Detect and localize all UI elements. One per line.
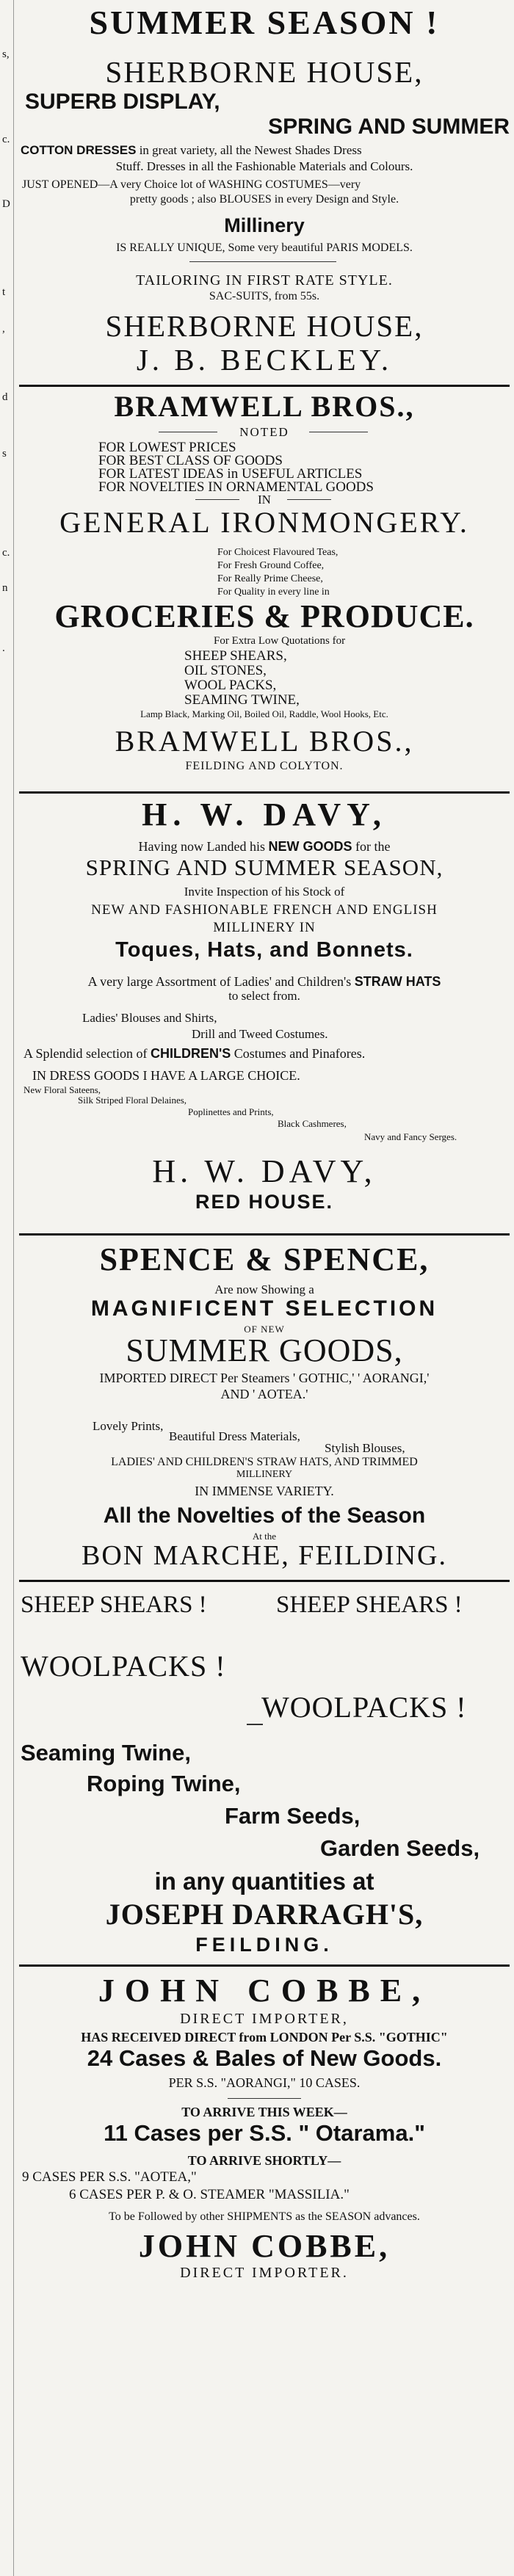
short-rule — [189, 261, 336, 262]
red-house: RED HOUSE. — [195, 1191, 334, 1213]
drill: Drill and Tweed Costumes. — [192, 1027, 328, 1041]
woolpacks-2: WOOLPACKS ! — [261, 1691, 467, 1724]
feilding: FEILDING. — [195, 1934, 333, 1956]
cobbe-advert — [19, 1969, 510, 2575]
margin-fragment: n — [2, 582, 8, 594]
for-item: FOR LATEST IDEAS in USEFUL ARTICLES — [98, 466, 363, 482]
margin-fragment: . — [2, 642, 5, 654]
invite: Invite Inspection of his Stock of — [184, 885, 345, 899]
new-and-fashionable: NEW AND FASHIONABLE FRENCH AND ENGLISH — [91, 902, 438, 918]
stylish: Stylish Blouses, — [325, 1441, 405, 1455]
davy-advert — [19, 796, 510, 1244]
footer-importer: DIRECT IMPORTER. — [180, 2265, 349, 2281]
at-the: At the — [252, 1531, 277, 1542]
millinery-in: MILLINERY IN — [213, 920, 316, 935]
stuff-line: Stuff. Dresses in all the Fashionable Materials and Colours. — [115, 159, 413, 173]
lamp-line: Lamp Black, Marking Oil, Boiled Oil, Raddle, Wool Hooks, Etc. — [140, 708, 388, 719]
seaming: Seaming Twine, — [21, 1740, 191, 1766]
millinery: Millinery — [224, 214, 305, 236]
farm-seeds: Farm Seeds, — [225, 1803, 361, 1829]
cobbe-name: JOHN COBBE, — [98, 1973, 431, 2009]
variety: IN IMMENSE VARIETY. — [195, 1484, 334, 1498]
sheep-shears-1: SHEEP SHEARS ! — [21, 1592, 207, 1618]
advert-divider — [19, 1580, 510, 1582]
followed: To be Followed by other SHIPMENTS as the SEASON advances. — [109, 2210, 420, 2223]
margin-fragment: D — [2, 198, 10, 210]
cotton-dresses: COTTON DRESSES — [21, 143, 137, 157]
advert-divider — [19, 791, 510, 794]
margin-fragment: c. — [2, 134, 10, 145]
cases-bales: 24 Cases & Bales of New Goods. — [87, 2045, 442, 2071]
margin-fragment: , — [2, 323, 5, 335]
fabric: Silk Striped Floral Delaines, — [78, 1095, 187, 1106]
column-divider — [13, 0, 14, 2576]
for-item: FOR LOWEST PRICES — [98, 440, 236, 455]
bramwell-footer — [19, 724, 510, 790]
straw-pre: A very large Assortment of Ladies' and Children's — [87, 974, 352, 989]
groceries: GROCERIES & PRODUCE. — [54, 598, 474, 634]
ironmongery: GENERAL IRONMONGERY. — [59, 506, 469, 539]
choice-item: For Really Prime Cheese, — [217, 573, 323, 584]
footer-shop: SHERBORNE HOUSE, — [105, 309, 424, 343]
bramwell-footer-name: BRAMWELL BROS., — [115, 725, 414, 758]
garden-seeds: Garden Seeds, — [320, 1835, 480, 1861]
new-goods: NEW GOODS — [268, 839, 352, 854]
for-item: FOR NOVELTIES IN ORNAMENTAL GOODS — [98, 479, 374, 495]
imported: IMPORTED DIRECT Per Steamers ' GOTHIC,' ' AORANGI,' — [99, 1371, 430, 1385]
showing: Are now Showing a — [214, 1282, 314, 1296]
season: SPRING AND SUMMER SEASON, — [85, 855, 444, 880]
quotations: For Extra Low Quotations for — [214, 635, 346, 647]
choice-item: For Fresh Ground Coffee, — [217, 560, 325, 571]
splendid-post: Costumes and Pinafores. — [234, 1046, 366, 1061]
otarama: 11 Cases per S.S. " Otarama." — [104, 2120, 425, 2146]
darragh-name: JOSEPH DARRAGH'S, — [105, 1898, 424, 1931]
advert-divider — [19, 385, 510, 387]
darragh-advert — [19, 1584, 510, 1959]
dress-goods: IN DRESS GOODS I HAVE A LARGE CHOICE. — [32, 1068, 300, 1083]
novelties: All the Novelties of the Season — [103, 1503, 426, 1528]
arrive-shortly: TO ARRIVE SHORTLY— — [187, 2153, 341, 2168]
advert-divider — [19, 1964, 510, 1967]
headline: SUMMER SEASON ! — [89, 4, 440, 41]
cotton-line — [21, 144, 511, 156]
toques: Toques, Hats, and Bonnets. — [115, 938, 413, 962]
arrive-week: TO ARRIVE THIS WEEK— — [181, 2105, 347, 2119]
received: HAS RECEIVED DIRECT from LONDON Per S.S. "GOTHIC" — [81, 2030, 448, 2045]
quote-item: OIL STONES, — [184, 663, 267, 678]
landed-line — [19, 840, 510, 853]
superb-display: SUPERB DISPLAY, — [25, 90, 220, 114]
fabric: Poplinettes and Prints, — [188, 1106, 274, 1117]
fabric: Black Cashmeres, — [278, 1118, 347, 1129]
margin-fragment: s, — [2, 48, 10, 60]
woolpacks-1: WOOLPACKS ! — [21, 1650, 226, 1683]
fabric: Navy and Fancy Serges. — [364, 1131, 457, 1142]
prints: Lovely Prints, — [93, 1419, 164, 1433]
straw-line — [19, 975, 510, 988]
massilia-line: 6 CASES PER P. & O. STEAMER "MASSILIA." — [69, 2187, 350, 2202]
advert-divider — [19, 1233, 510, 1236]
bramwell-places: FEILDING AND COLYTON. — [185, 760, 344, 772]
margin-fragment: t — [2, 286, 6, 298]
bramwell-name: BRAMWELL BROS., — [114, 390, 415, 423]
margin-fragment: c. — [2, 547, 10, 559]
quote-item: WOOL PACKS, — [184, 678, 277, 693]
advert-column — [19, 0, 510, 2576]
sherborne-house-advert — [19, 0, 510, 380]
sheep-shears-2: SHEEP SHEARS ! — [276, 1592, 463, 1618]
of-new: OF NEW — [244, 1324, 285, 1335]
margin-fragment: s — [2, 448, 7, 460]
fabric: New Floral Sateens, — [23, 1084, 101, 1095]
just-opened: JUST OPENED—A very Choice lot of WASHING COSTUMES—very — [22, 178, 361, 191]
direct-importer: DIRECT IMPORTER, — [180, 2011, 349, 2027]
quote-item: SHEEP SHEARS, — [184, 648, 287, 664]
aorangi-line: PER S.S. "AORANGI," 10 CASES. — [168, 2075, 361, 2090]
margin-fragment: d — [2, 391, 8, 403]
tailoring: TAILORING IN FIRST RATE STYLE. — [136, 272, 393, 289]
choice-item: For Choicest Flavoured Teas, — [217, 547, 339, 558]
straw-hats-line: LADIES' AND CHILDREN'S STRAW HATS, AND TRIMMED — [111, 1456, 418, 1468]
splendid-line — [23, 1047, 514, 1060]
short-rule — [247, 1724, 263, 1725]
landed-pre: Having now Landed his — [138, 839, 265, 854]
short-rule — [228, 2098, 301, 2099]
choice-item: For Quality in every line in — [217, 587, 330, 598]
shop-name: SHERBORNE HOUSE, — [105, 55, 424, 89]
quote-item: SEAMING TWINE, — [184, 692, 300, 708]
unique-line: IS REALLY UNIQUE, Some very beautiful PARIS MODELS. — [116, 242, 413, 254]
magnificent: MAGNIFICENT SELECTION — [90, 1296, 438, 1321]
noted: NOTED — [239, 425, 289, 439]
davy-footer: H. W. DAVY, — [152, 1153, 377, 1189]
spence-millinery: MILLINERY — [236, 1469, 293, 1480]
landed-post: for the — [355, 839, 391, 854]
materials: Beautiful Dress Materials, — [169, 1429, 300, 1443]
aotea-line: 9 CASES PER S.S. "AOTEA," — [22, 2169, 197, 2185]
spence-name: SPENCE & SPENCE, — [99, 1241, 430, 1277]
proprietor: J. B. BECKLEY. — [136, 343, 393, 377]
pretty-goods: pretty goods ; also BLOUSES in every Design and Style. — [129, 193, 399, 206]
bon-marche: BON MARCHE, FEILDING. — [82, 1540, 447, 1571]
roping: Roping Twine, — [87, 1771, 241, 1796]
quantities: in any quantities at — [154, 1868, 374, 1895]
for-item: FOR BEST CLASS OF GOODS — [98, 453, 283, 468]
blouses: Ladies' Blouses and Shirts, — [82, 1011, 217, 1025]
select-from: to select from. — [228, 989, 300, 1003]
bramwell-advert-lower — [19, 598, 510, 740]
bramwell-advert — [19, 389, 510, 602]
spring-and-summer: SPRING AND SUMMER — [268, 115, 510, 139]
in-label: IN — [258, 493, 271, 507]
splendid-pre: A Splendid selection of — [23, 1046, 148, 1061]
childrens: CHILDREN'S — [150, 1046, 231, 1061]
summer-goods: SUMMER GOODS, — [126, 1332, 403, 1368]
sac-suits: SAC-SUITS, from 55s. — [209, 290, 320, 302]
cotton-rest: in great variety, all the Newest Shades Dress — [139, 143, 362, 157]
spence-advert — [19, 1238, 510, 1575]
cobbe-footer: JOHN COBBE, — [138, 2228, 391, 2264]
straw-hats: STRAW HATS — [354, 974, 441, 989]
and-aotea: AND ' AOTEA.' — [220, 1387, 308, 1401]
davy-name: H. W. DAVY, — [142, 797, 387, 832]
